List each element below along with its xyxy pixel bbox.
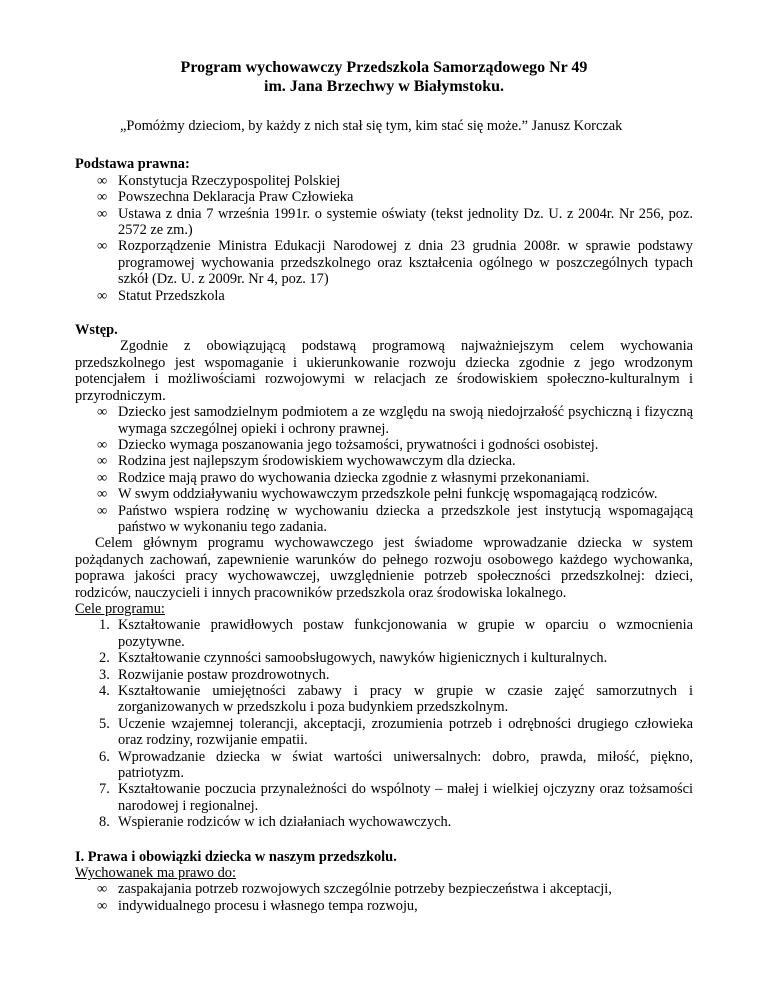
list-text: Kształtowanie prawidłowych postaw funkcjonowania w grupie w oparciu o wzmocnienia pozytywne. [118, 617, 693, 650]
list-text: Rozwijanie postaw prozdrowotnych. [118, 666, 330, 683]
list-number: 3. [99, 666, 110, 683]
list-text: Wspieranie rodziców w ich działaniach wychowawczych. [118, 814, 452, 831]
list-item: ∞ Rodzice mają prawo do wychowania dziecka zgodnie z własnymi przekonaniami. [75, 470, 693, 486]
goals-heading: Cele programu: [75, 600, 165, 617]
legal-basis-list [75, 173, 693, 304]
list-item [75, 781, 693, 814]
legal-basis-section [75, 156, 693, 304]
rights-section [75, 849, 693, 915]
list-item [75, 749, 693, 782]
list-item [75, 650, 693, 666]
rights-heading: I. Prawa i obowiązki dziecka w naszym przedszkolu. [75, 848, 397, 865]
title-line-1: Program wychowawczy Przedszkola Samorządowego Nr 49 [180, 59, 588, 76]
list-item [75, 716, 693, 749]
list-item [75, 814, 693, 830]
list-text: Kształtowanie umiejętności zabawy i pracy w grupie w czasie zajęć samorzutnych i zorganizowanych w przedszkolu i poza budynkiem przedszkolnym. [118, 683, 693, 716]
goals-list [75, 617, 693, 830]
list-item: ∞ Rodzina jest najlepszym środowiskiem wychowawczym dla dziecka. [75, 453, 693, 469]
motto-quote: „Pomóżmy dzieciom, by każdy z nich stał się tym, kim stać się może.” Janusz Korczak [120, 118, 623, 134]
document-title [75, 58, 693, 96]
list-item: ∞ Rozporządzenie Ministra Edukacji Narodowej z dnia 23 grudnia 2008r. w sprawie podstawy programowej wychowania przedszkolnego oraz kształcenia ogólnego w poszczególnych typach szkół (Dz. U. z 2009r. Nr 4, poz. 17) [75, 238, 693, 287]
list-item: ∞ Państwo wspiera rodzinę w wychowaniu dziecka a przedszkole jest instytucją wspomagającą państwo w wykonaniu tego zadania. [75, 503, 693, 536]
intro-heading: Wstęp. [75, 322, 118, 339]
title-line-2: im. Jana Brzechwy w Białymstoku. [264, 78, 504, 95]
list-item: ∞ Statut Przedszkola [75, 288, 693, 304]
list-item: ∞ Konstytucja Rzeczypospolitej Polskiej [75, 173, 693, 189]
list-number: 7. [99, 781, 110, 798]
list-number: 2. [99, 650, 110, 667]
list-item: ∞ Powszechna Deklaracja Praw Człowieka [75, 189, 693, 205]
list-item: ∞ W swym oddziaływaniu wychowawczym przedszkole pełni funkcję wspomagającą rodziców. [75, 486, 693, 502]
intro-paragraph: Zgodnie z obowiązującą podstawą programową najważniejszym celem wychowania przedszkolnego jest wspomaganie i ukierunkowanie rozwoju dziecka zgodnie z jego wrodzonym potencjałem i możliwościami rozwojowymi w relacjach ze środowiskiem społeczno-kulturalnym i przyrodniczym. [75, 338, 693, 404]
goals-section [75, 601, 693, 831]
list-item [75, 617, 693, 650]
rights-subheading: Wychowanek ma prawo do: [75, 865, 236, 882]
list-text: Uczenie wzajemnej tolerancji, akceptacji, zrozumienia potrzeb i odrębności drugiego człowieka oraz rodziny, rozwijanie empatii. [118, 715, 693, 749]
intro-section [75, 322, 693, 601]
list-item: ∞ zaspakajania potrzeb rozwojowych szczególnie potrzeby bezpieczeństwa i akceptacji, [75, 881, 693, 897]
list-number: 1. [99, 617, 110, 634]
list-item [75, 683, 693, 716]
list-item [75, 667, 693, 683]
list-number: 5. [99, 715, 110, 732]
list-item: ∞ Dziecko jest samodzielnym podmiotem a ze względu na swoją niedojrzałość psychiczną i fizyczną wymaga szczególnej opieki i ochrony prawnej. [75, 404, 693, 437]
list-number: 6. [99, 748, 110, 765]
list-number: 8. [99, 814, 110, 831]
list-item: ∞ indywidualnego procesu i własnego tempa rozwoju, [75, 898, 693, 914]
intro-list [75, 404, 693, 535]
list-text: Kształtowanie poczucia przynależności do wspólnoty – małej i wielkiej ojczyzny oraz tożsamości narodowej i regionalnej. [118, 781, 693, 814]
list-text: Wprowadzanie dziecka w świat wartości uniwersalnych: dobro, prawda, miłość, piękno, patriotyzm. [118, 748, 693, 782]
list-item: ∞ Dziecko wymaga poszanowania jego tożsamości, prywatności i godności osobistej. [75, 437, 693, 453]
main-goal-paragraph: Celem głównym programu wychowawczego jest świadome wprowadzanie dziecka w system pożądanych zachowań, zapewnienie warunków do pełnego rozwoju osobowego każdego wychowanka, poprawa jakości pracy wychowawczej, uwzględnienie potrzeb społeczności przedszkolnej: dzieci, rodziców, nauczycieli i innych pracowników przedszkola oraz środowiska lokalnego. [75, 535, 693, 601]
list-text: Kształtowanie czynności samoobsługowych, nawyków higienicznych i kulturalnych. [118, 650, 608, 667]
rights-list [75, 881, 693, 914]
list-number: 4. [99, 683, 110, 699]
list-item: ∞ Ustawa z dnia 7 września 1991r. o systemie oświaty (tekst jednolity Dz. U. z 2004r. Nr 256, poz. 2572 ze zm.) [75, 206, 693, 239]
legal-basis-heading: Podstawa prawna: [75, 156, 190, 173]
